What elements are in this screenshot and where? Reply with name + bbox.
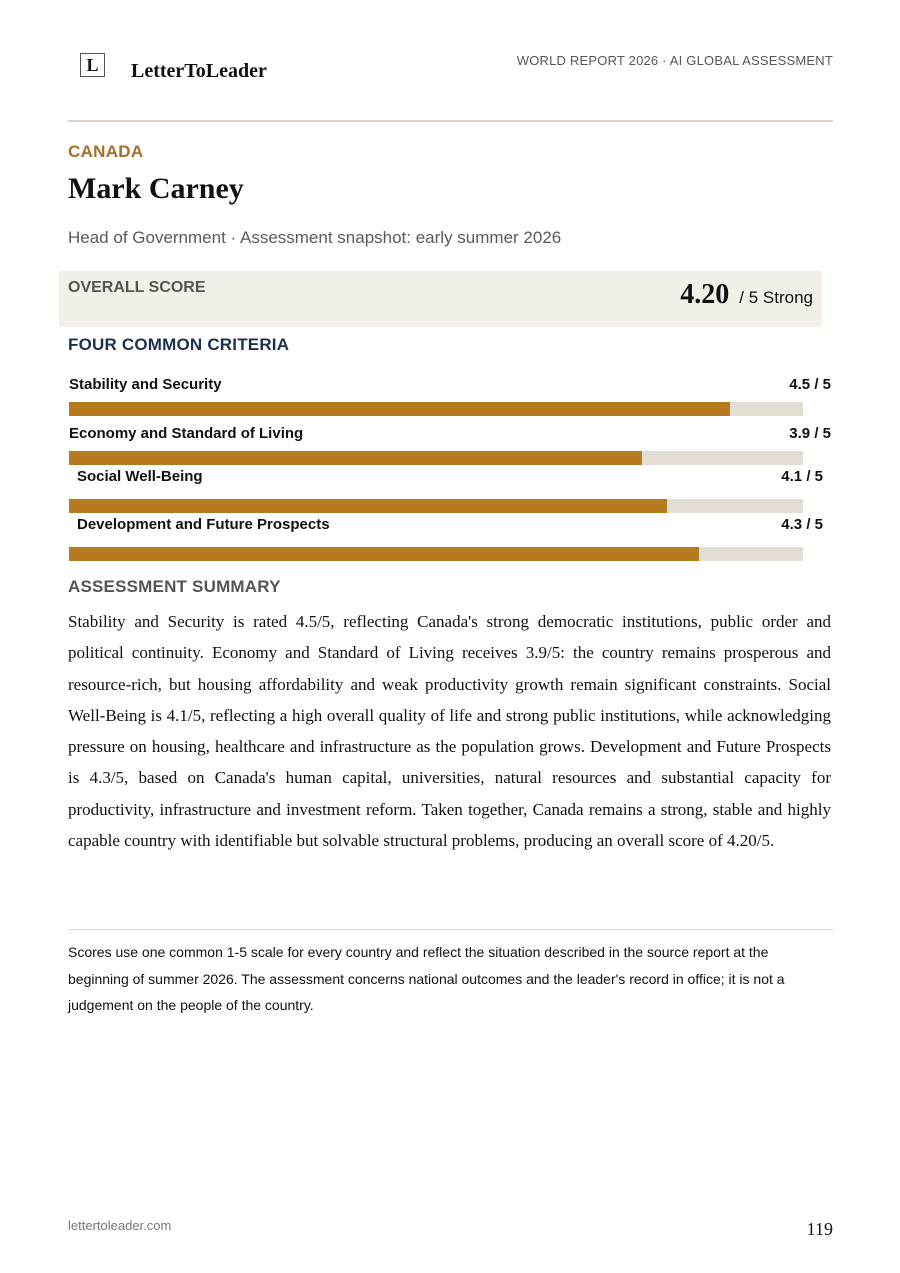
overall-score-label: OVERALL SCORE	[68, 279, 206, 296]
leader-subtitle: Head of Government · Assessment snapshot: early summer 2026	[68, 228, 562, 247]
overall-score-value: 4.20	[680, 279, 730, 310]
criterion-label-social: Social Well-Being	[77, 468, 203, 485]
overall-score	[680, 279, 813, 311]
criterion-score-stability: 4.5 / 5	[789, 376, 831, 393]
leader-name: Mark Carney	[68, 172, 244, 205]
criteria-title: FOUR COMMON CRITERIA	[68, 335, 290, 354]
country-label: CANADA	[68, 142, 144, 161]
criterion-bar-fill-social	[69, 499, 667, 513]
footer-url[interactable]: lettertoleader.com	[68, 1218, 172, 1233]
criterion-bar-development	[69, 547, 803, 561]
criterion-bar-fill-economy	[69, 451, 642, 465]
overall-score-panel	[59, 271, 822, 327]
criterion-label-stability: Stability and Security	[69, 376, 222, 393]
summary-title: ASSESSMENT SUMMARY	[68, 577, 281, 596]
brand-name[interactable]: LetterToLeader	[131, 60, 267, 82]
logo-mark: L	[80, 53, 105, 77]
criterion-bar-fill-stability	[69, 402, 730, 416]
criterion-bar-economy	[69, 451, 803, 465]
summary-text: Stability and Security is rated 4.5/5, reflecting Canada's strong democratic institutions, public order and political continuity. Economy and Standard of Living receives 3.9/5: the country remains prosperous and resource-rich, but housing affordability and weak productivity growth remain significant constraints. Social Well-Being is 4.1/5, reflecting a high overall quality of life and strong public institutions, while acknowledging pressure on housing, healthcare and infrastructure as the population grows. Development and Future Prospects is 4.3/5, based on Canada's human capital, universities, natural resources and substantial capacity for productivity, infrastructure and investment reform. Taken together, Canada remains a strong, stable and highly capable country with identifiable but solvable structural problems, producing an overall score of 4.20/5.	[68, 612, 831, 851]
criterion-label-development: Development and Future Prospects	[77, 516, 330, 533]
criterion-bar-stability	[69, 402, 803, 416]
criterion-score-development: 4.3 / 5	[781, 516, 823, 533]
criterion-bar-social	[69, 499, 803, 513]
footnote-divider	[68, 929, 833, 930]
report-title: WORLD REPORT 2026 · AI GLOBAL ASSESSMENT	[516, 53, 833, 68]
overall-score-suffix: / 5 Strong	[739, 288, 813, 307]
footnote-text: Scores use one common 1-5 scale for every country and reflect the situation described in the source report at the beginning of summer 2026. The assessment concerns national outcomes and the leader's record in office; it is not a judgement on the people of the country.	[68, 944, 785, 1013]
criterion-score-social: 4.1 / 5	[781, 468, 823, 485]
criterion-score-economy: 3.9 / 5	[789, 425, 831, 442]
header-divider	[68, 120, 833, 122]
criterion-label-economy: Economy and Standard of Living	[69, 425, 304, 442]
criterion-bar-fill-development	[69, 547, 699, 561]
page-number: 119	[806, 1219, 833, 1239]
